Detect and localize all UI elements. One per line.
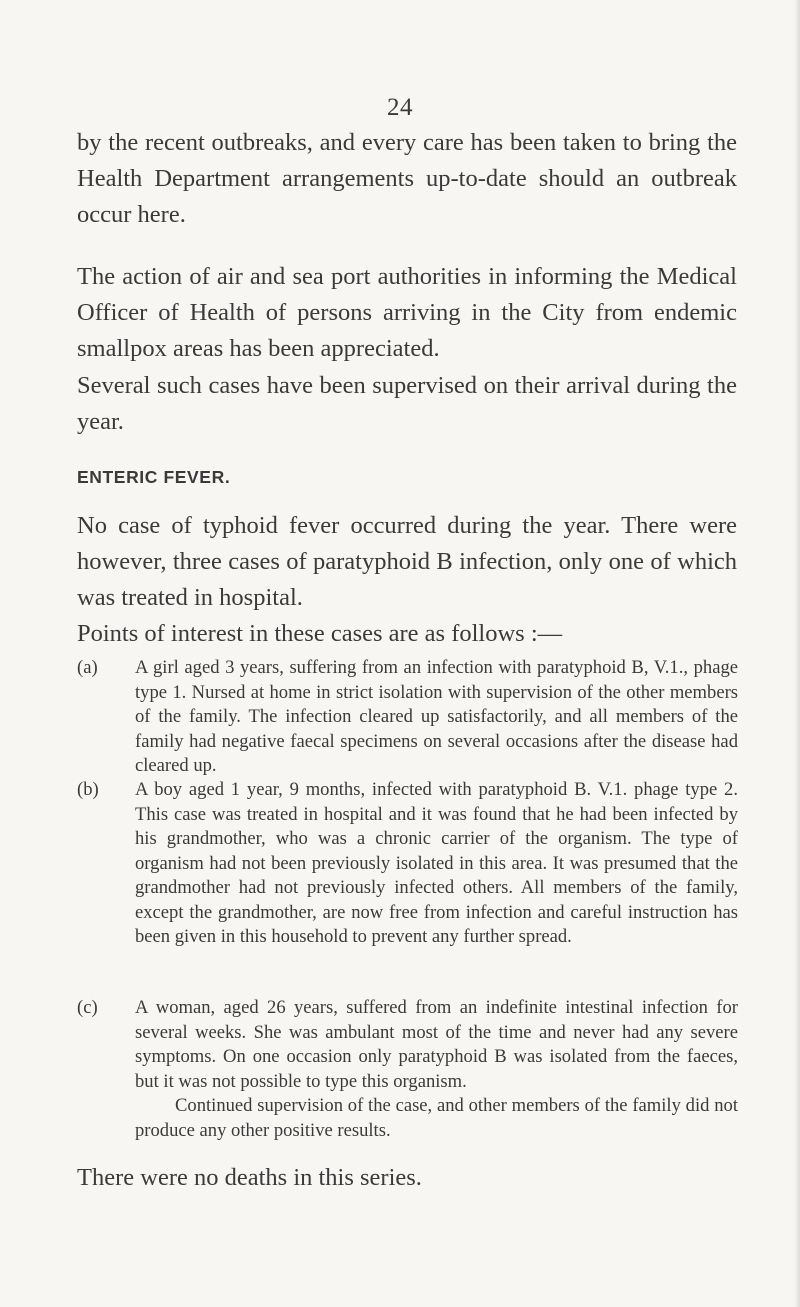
paragraph-continued-supervision: Continued supervision of the case, and other members of the family did not produce any other positive results.: [135, 1095, 738, 1141]
page-number: 24: [387, 94, 413, 121]
case-c-marker: (c): [77, 997, 98, 1018]
paragraph-no-deaths: There were no deaths in this series.: [77, 1164, 422, 1191]
case-c-text: A woman, aged 26 years, suffered from an indefinite intestinal infection for several weeks. She was ambulant most of the time and never had any severe symptoms. On one occasion only paratyphoid B was isolated from the faeces, but it was not possible to type this organism.: [135, 997, 738, 1092]
paragraph-outbreaks: by the recent outbreaks, and every care has been taken to bring the Health Department arrangements up-to-date should an outbreak occur here.: [77, 129, 737, 228]
paragraph-points-of-interest: Points of interest in these cases are as follows :—: [77, 620, 563, 647]
paragraph-port-authorities: The action of air and sea port authorities in informing the Medical Officer of Health of persons arriving in the City from endemic smallpox areas has been appreciated.: [77, 263, 737, 362]
paragraph-typhoid-summary: No case of typhoid fever occurred during the year. There were however, three cases of paratyphoid B infection, only one of which was treated in hospital.: [77, 512, 737, 611]
case-b-text: A boy aged 1 year, 9 months, infected with paratyphoid B. V.1. phage type 2. This case was treated in hospital and it was found that he had been infected by his grandmother, who was a chronic carrier of the organism. The type of organism had not been previously isolated in this area. It was presumed that the grandmother had not previously infected others. All members of the family, except the grandmother, are now free from infection and careful instruction has been given in this household to prevent any further spread.: [135, 779, 738, 947]
page-edge-shadow: [794, 0, 800, 1307]
section-heading-enteric-fever: ENTERIC FEVER.: [77, 467, 231, 487]
case-a-text: A girl aged 3 years, suffering from an infection with paratyphoid B, V.1., phage type 1. Nursed at home in strict isolation with supervision of the other members of the family. The infection cleared up satisfactorily, and all members of the family had negative faecal specimens on several occasions after the disease had cleared up.: [135, 657, 738, 776]
paragraph-supervised-cases: Several such cases have been supervised on their arrival during the year.: [77, 372, 737, 435]
case-b-marker: (b): [77, 779, 99, 800]
case-a-marker: (a): [77, 657, 98, 678]
